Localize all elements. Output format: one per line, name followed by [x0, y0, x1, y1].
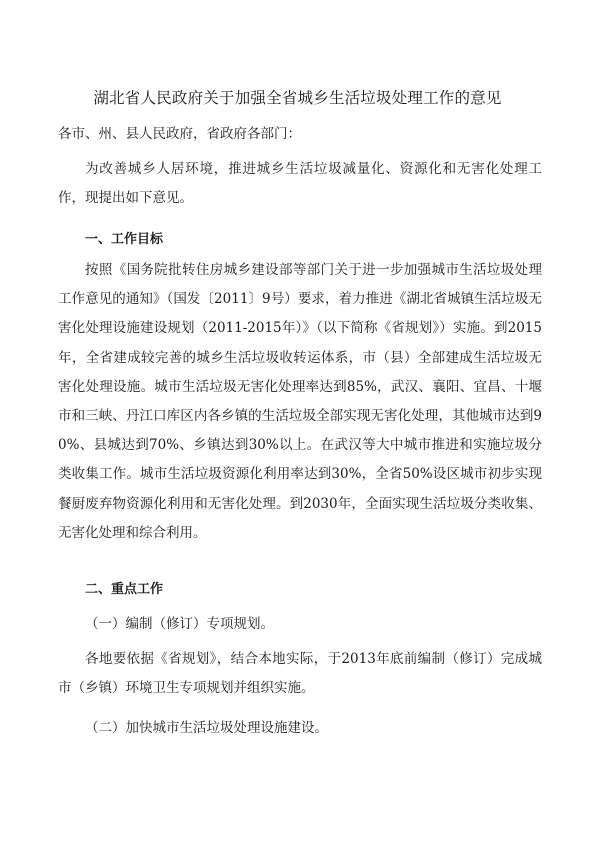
subsection-title-planning: （一）编制（修订）专项规划。: [85, 616, 274, 632]
goals-paragraph: 按照《国务院批转住房城乡建设部等部门关于进一步加强城市生活垃圾处理工作意见的通知》（国发〔2011〕9号）要求，着力推进《湖北省城镇生活垃圾无害化处理设施建设规划（2011-2015年）》（以下简称《省规划》）实施。到2015年，全省建成较完善的城乡生活垃圾收转运体系，市（县）全部建成生活垃圾无害化处理设施。城市生活垃圾无害化处理率达到85%，武汉、襄阳、宜昌、十堰市和三峡、丹江口库区内各乡镇的生活垃圾全部实现无害化处理，其他城市达到90%、县城达到70%、乡镇达到30%以上。在武汉等大中城市推进和实施垃圾分类收集工作。城市生活垃圾资源化利用率达到30%，全省50%设区城市初步实现餐厨废弃物资源化利用和无害化处理。到2030年，全面实现生活垃圾分类收集、无害化处理和综合利用。: [58, 262, 542, 541]
intro-paragraph: 为改善城乡人居环境，推进城乡生活垃圾减量化、资源化和无害化处理工作，现提出如下意见。: [58, 161, 542, 207]
planning-paragraph: 各地要依据《省规划》，结合本地实际，于2013年底前编制（修订）完成城市（乡镇）环境卫生专项规划并组织实施。: [58, 651, 542, 697]
section-heading-key-work: 二、重点工作: [85, 582, 164, 597]
section-heading-goals: 一、工作目标: [85, 232, 164, 247]
document-title: 湖北省人民政府关于加强全省城乡生活垃圾处理工作的意见: [93, 89, 502, 107]
subsection-title-facilities: （二）加快城市生活垃圾处理设施建设。: [85, 720, 328, 736]
salutation: 各市、州、县人民政府，省政府各部门：: [58, 126, 301, 142]
